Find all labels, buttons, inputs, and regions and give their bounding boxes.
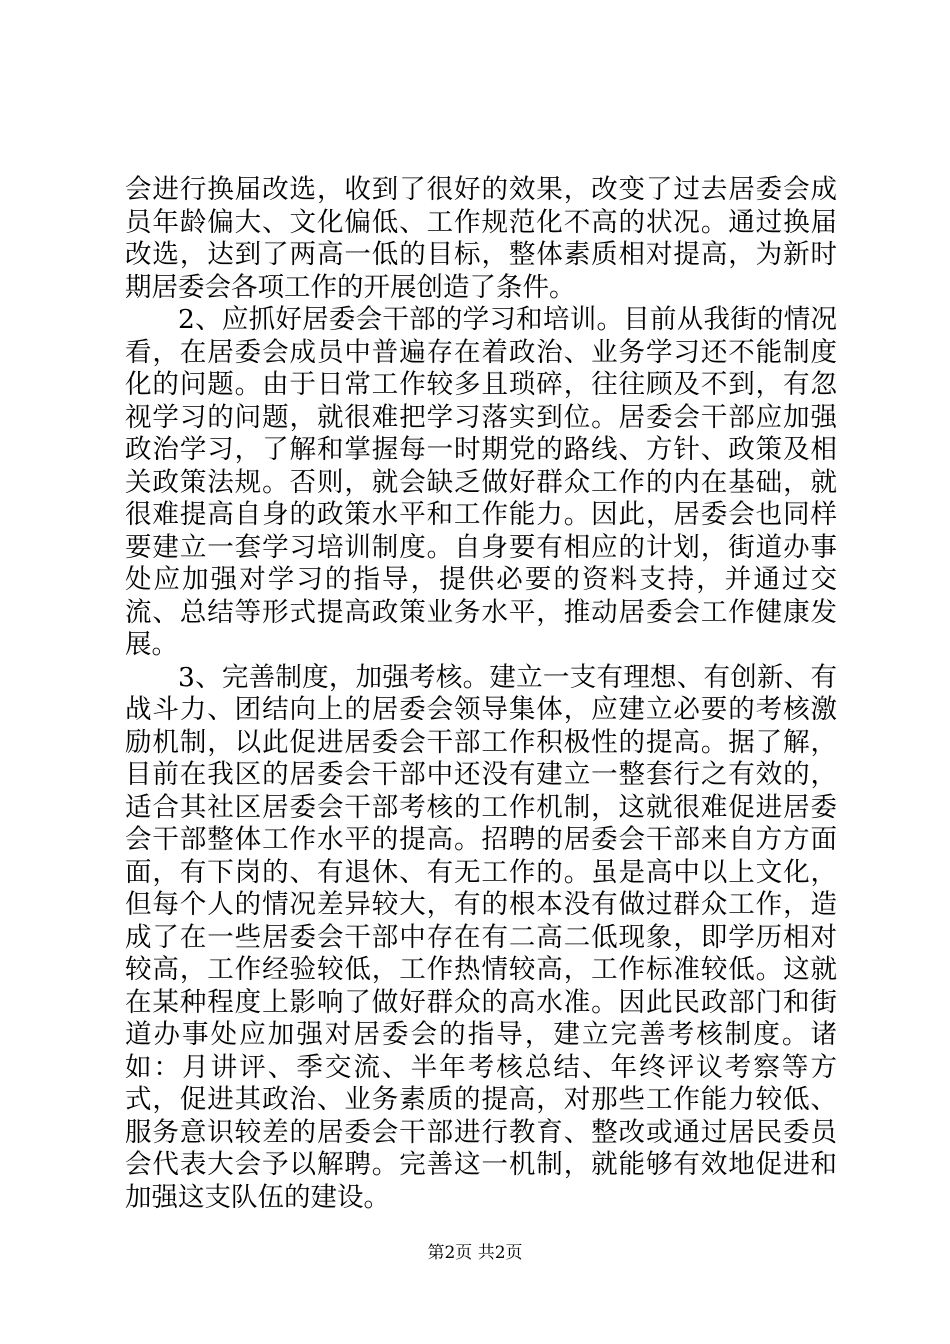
paragraph-study-training: 2、应抓好居委会干部的学习和培训。目前从我街的情况看，在居委会成员中普遍存在着政治、业务学习还不能制度化的问题。由于日常工作较多且琐碎，往往顾及不到，有忽视学习的问题，就很难把学习落实到位。居委会干部应加强政治学习，了解和掌握每一时期党的路线、方针、政策及相关政策法规。否则，就会缺乏做好群众工作的内在基础，就很难提高自身的政策水平和工作能力。因此，居委会也同样要建立一套学习培训制度。自身要有相应的计划，街道办事处应加强对学习的指导，提供必要的资料支持，并通过交流、总结等形式提高政策业务水平，推动居委会工作健康发展。 bbox=[125, 304, 837, 660]
document-body bbox=[125, 174, 837, 1214]
page-footer: 第2页 共2页 bbox=[427, 1243, 523, 1263]
paragraph-system-assessment: 3、完善制度，加强考核。建立一支有理想、有创新、有战斗力、团结向上的居委会领导集体，应建立必要的考核激励机制，以此促进居委会干部工作积极性的提高。据了解，目前在我区的居委会干部中还没有建立一整套行之有效的，适合其社区居委会干部考核的工作机制，这就很难促进居委会干部整体工作水平的提高。招聘的居委会干部来自方方面面，有下岗的、有退休、有无工作的。虽是高中以上文化，但每个人的情况差异较大，有的根本没有做过群众工作，造成了在一些居委会干部中存在有二高二低现象，即学历相对较高，工作经验较低，工作热情较高，工作标准较低。这就在某种程度上影响了做好群众的高水准。因此民政部门和街道办事处应加强对居委会的指导，建立完善考核制度。诸如：月讲评、季交流、半年考核总结、年终评议考察等方式，促进其政治、业务素质的提高，对那些工作能力较低、服务意识较差的居委会干部进行教育、整改或通过居民委员会代表大会予以解聘。完善这一机制，就能够有效地促进和加强这支队伍的建设。 bbox=[125, 661, 837, 1213]
paragraph-continuation: 会进行换届改选，收到了很好的效果，改变了过去居委会成员年龄偏大、文化偏低、工作规范化不高的状况。通过换届改选，达到了两高一低的目标，整体素质相对提高，为新时期居委会各项工作的开展创造了条件。 bbox=[125, 174, 837, 303]
